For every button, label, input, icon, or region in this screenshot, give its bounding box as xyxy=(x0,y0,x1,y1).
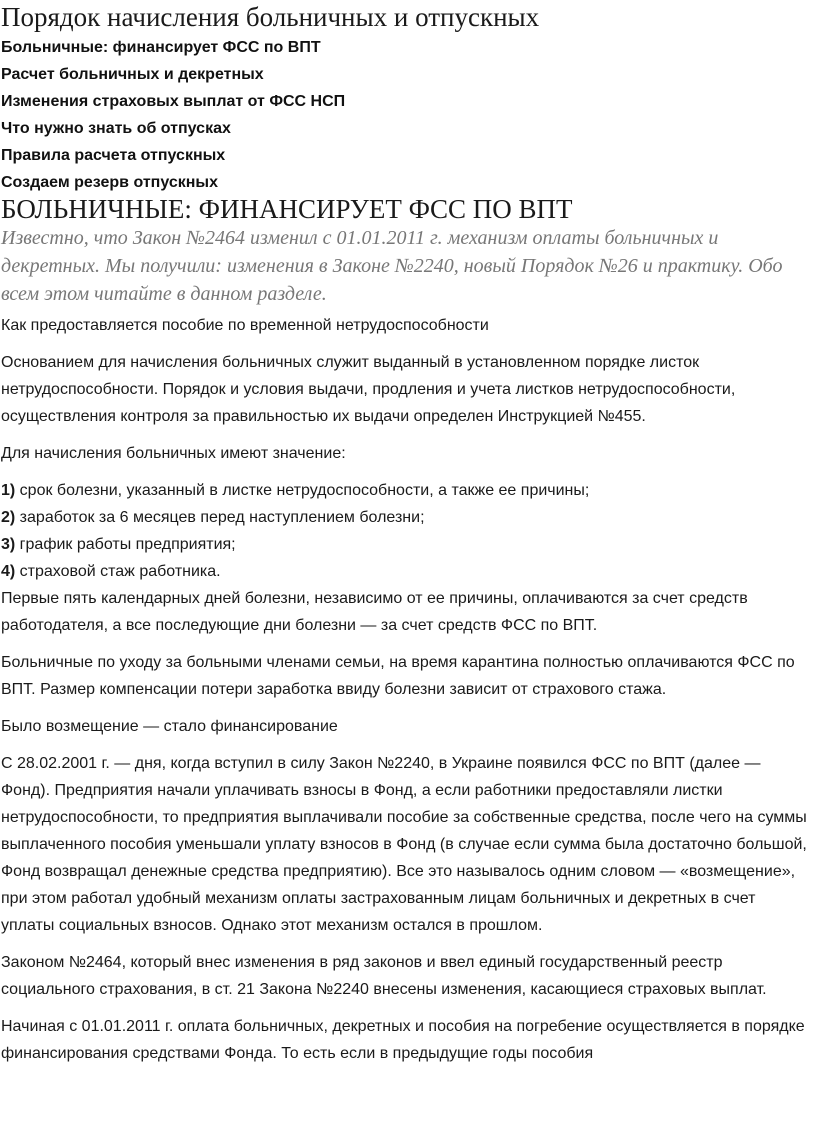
section-heading: БОЛЬНИЧНЫЕ: ФИНАНСИРУЕТ ФСС ПО ВПТ xyxy=(1,194,573,224)
paragraph-since-2011: Начиная с 01.01.2011 г. оплата больничных, декретных и пособия на погребение осуществляется в порядке финансирования средствами Фонда. То есть если в предыдущие годы пособия xyxy=(1,1018,805,1062)
paragraph-subheading-financing: Было возмещение — стало финансирование xyxy=(1,718,338,735)
list-item-number: 1) xyxy=(1,482,16,499)
list-item-number: 2) xyxy=(1,509,16,526)
factors-list xyxy=(1,477,813,585)
list-item-number: 3) xyxy=(1,536,16,553)
page-title: Порядок начисления больничных и отпускных xyxy=(1,2,540,32)
list-item xyxy=(1,477,813,504)
paragraph-history: С 28.02.2001 г. — дня, когда вступил в силу Закон №2240, в Украине появился ФСС по ВПТ (далее — Фонд). Предприятия начали уплачивать взносы в Фонд, а если работники предоставляли листки нетрудоспособности, то предприятия выплачивали пособие за собственные средства, после чего на суммы выплаченного пособия уменьшали уплату взносов в Фонд (в случае если сумма была достаточно большой, Фонд возвращал денежные средства предприятию). Все это называлось одним словом — «возмещение», при этом работал удобный механизм оплаты застрахованным лицам больничных и декретных в счет уплаты социальных взносов. Однако этот механизм остался в прошлом. xyxy=(1,755,807,934)
toc-item-vacation-reserve[interactable]: Создаем резерв отпускных xyxy=(1,174,218,191)
list-item xyxy=(1,504,813,531)
list-item-text: страховой стаж работника. xyxy=(15,563,221,580)
toc-item-vacation-facts[interactable]: Что нужно знать об отпусках xyxy=(1,120,231,137)
list-item-text: заработок за 6 месяцев перед наступлением болезни; xyxy=(15,509,425,526)
list-item-number: 4) xyxy=(1,563,16,580)
paragraph-factors-intro: Для начисления больничных имеют значение: xyxy=(1,445,346,462)
paragraph-benefit-intro: Как предоставляется пособие по временной нетрудоспособности xyxy=(1,317,489,334)
toc-item-vacation-rules[interactable]: Правила расчета отпускных xyxy=(1,147,226,164)
table-of-contents xyxy=(1,38,345,200)
list-item-text: срок болезни, указанный в листке нетрудоспособности, а также ее причины; xyxy=(15,482,590,499)
paragraph-family-care: Больничные по уходу за больными членами семьи, на время карантина полностью оплачиваются ФСС по ВПТ. Размер компенсации потери заработка ввиду болезни зависит от страхового стажа. xyxy=(1,654,795,698)
toc-item-sick-maternity-calc[interactable]: Расчет больничных и декретных xyxy=(1,66,264,83)
toc-item-sick-leave-fss[interactable]: Больничные: финансирует ФСС по ВПТ xyxy=(1,39,321,56)
section-lead: Известно, что Закон №2464 изменил с 01.01.2011 г. механизм оплаты больничных и декретных. Мы получили: изменения в Законе №2240, новый Порядок №26 и практику. Обо всем этом читайте в данном разделе. xyxy=(1,227,783,305)
list-item xyxy=(1,531,813,558)
toc-item-insurance-changes[interactable]: Изменения страховых выплат от ФСС НСП xyxy=(1,93,346,110)
list-item xyxy=(1,558,813,585)
paragraph-basis: Основанием для начисления больничных служит выданный в установленном порядке листок нетрудоспособности. Порядок и условия выдачи, продления и учета листков нетрудоспособности, осуществления контроля за правильностью их выдачи определен Инструкцией №455. xyxy=(1,354,736,425)
paragraph-law-2464: Законом №2464, который внес изменения в ряд законов и ввел единый государственный реестр социального страхования, в ст. 21 Закона №2240 внесены изменения, касающиеся страховых выплат. xyxy=(1,954,767,998)
article-body xyxy=(1,312,813,1077)
list-item-text: график работы предприятия; xyxy=(15,536,236,553)
paragraph-first-days: Первые пять календарных дней болезни, независимо от ее причины, оплачиваются за счет средств работодателя, а все последующие дни болезни — за счет средств ФСС по ВПТ. xyxy=(1,590,748,634)
